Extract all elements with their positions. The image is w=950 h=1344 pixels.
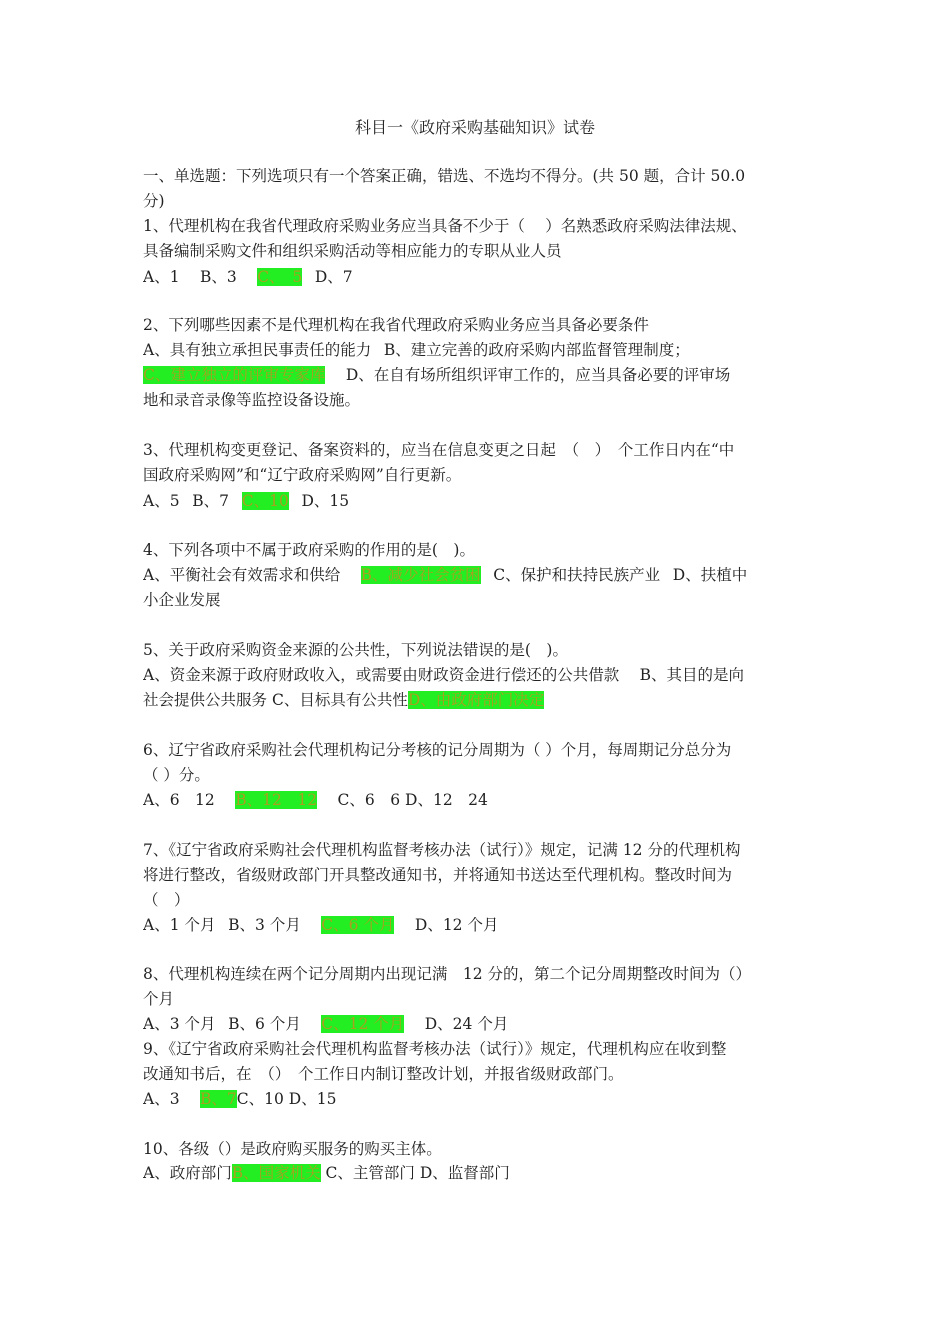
question-5-options-cont (143, 688, 813, 713)
question-7-stem: 7、《辽宁省政府采购社会代理机构监督考核办法（试行）》规定，记满 12 分的代理机构 (143, 841, 741, 859)
option-d: D、7 (314, 268, 353, 286)
option-a: A、3 (143, 1090, 180, 1108)
question-1-stem: 1、代理机构在我省代理政府采购业务应当具备不少于（ ）名熟悉政府采购法律法规、 (143, 217, 747, 235)
question-3-stem-cont: 国政府采购网”和“辽宁政府采购网”自行更新。 (143, 466, 462, 484)
option-c-answer: C、建立独立的评审专家库 (143, 366, 326, 384)
option-d: D、15 (288, 1090, 337, 1108)
question-6-stem-cont: （ ）分。 (143, 766, 210, 784)
question-10-stem: 10、各级（）是政府购买服务的购买主体。 (143, 1140, 442, 1158)
section-header-cont: 分) (143, 192, 165, 210)
question-7-stem-cont2: （ ） (143, 891, 190, 909)
question-4-stem: 4、下列各项中不属于政府采购的作用的是( )。 (143, 541, 475, 559)
option-d: D、15 (301, 492, 350, 510)
question-9-stem-cont: 改通知书后，在 （） 个工作日内制订整改计划，并报省级财政部门。 (143, 1065, 624, 1083)
question-8-stem-cont: 个月 (143, 990, 175, 1008)
option-a: A、6 12 (143, 791, 215, 809)
question-7-options (143, 913, 813, 938)
option-b: B、6 个月 (228, 1015, 301, 1033)
option-b-answer: B、7 (200, 1090, 237, 1108)
option-a: A、平衡社会有效需求和供给 (143, 566, 341, 584)
option-a: A、资金来源于政府财政收入，或需要由财政资金进行偿还的公共借款 (143, 666, 620, 684)
option-c: C、主管部门 (325, 1164, 415, 1182)
option-b-answer: B、减少社会贫困 (360, 566, 481, 584)
option-b: B、3 个月 (228, 916, 301, 934)
question-2-stem: 2、下列哪些因素不是代理机构在我省代理政府采购业务应当具备必要条件 (143, 316, 649, 334)
option-d: D、扶植中 (672, 566, 748, 584)
question-7-stem-cont: 将进行整改，省级财政部门开具整改通知书，并将通知书送达至代理机构。整改时间为 (143, 866, 733, 884)
option-d: D、在自有场所组织评审工作的，应当具备必要的评审场 (345, 366, 731, 384)
option-d: D、监督部门 (419, 1164, 510, 1182)
option-c-answer: C、10 (241, 492, 289, 510)
option-b: B、7 (192, 492, 230, 510)
question-2-options (143, 338, 813, 363)
question-2-options-cont (143, 363, 813, 388)
option-a: A、5 (143, 492, 180, 510)
option-a: A、1 (143, 268, 180, 286)
question-1-options (143, 265, 813, 290)
option-d-answer: D、由政府部门决定 (407, 691, 545, 709)
question-6-options (143, 788, 813, 813)
option-b-answer: B、12 12 (235, 791, 318, 809)
question-1-stem-cont: 具备编制采购文件和组织采购活动等相应能力的专职从业人员 (143, 242, 562, 260)
option-c: C、10 (236, 1090, 284, 1108)
option-b: B、建立完善的政府采购内部监督管理制度； (383, 341, 690, 359)
question-2-options-cont2: 地和录音录像等监控设备设施。 (143, 391, 361, 409)
option-c: C、6 6 (337, 791, 401, 809)
question-3-options (143, 489, 813, 514)
option-b-cont: 社会提供公共服务 (143, 691, 268, 709)
option-d: D、12 24 (405, 791, 488, 809)
section-header: 一、单选题：下列选项只有一个答案正确，错选、不选均不得分。(共 50 题，合计 50.0 (143, 167, 746, 185)
question-8-options (143, 1012, 813, 1037)
option-c-answer: C、6 个月 (321, 916, 395, 934)
question-6-stem: 6、辽宁省政府采购社会代理机构记分考核的记分周期为（ ）个月，每周期记分总分为 (143, 741, 732, 759)
option-b-answer: B、国家机关 (231, 1164, 321, 1182)
option-d: D、12 个月 (414, 916, 499, 934)
option-c-answer: C、 5 (257, 268, 303, 286)
question-4-options-cont: 小企业发展 (143, 591, 221, 609)
option-a: A、3 个月 (143, 1015, 216, 1033)
option-a: A、具有独立承担民事责任的能力 (143, 341, 372, 359)
option-a: A、1 个月 (143, 916, 216, 934)
option-a: A、政府部门 (143, 1164, 232, 1182)
option-b: B、3 (200, 268, 237, 286)
question-3-stem: 3、代理机构变更登记、备案资料的，应当在信息变更之日起 （ ） 个工作日内在“中 (143, 441, 735, 459)
question-9-stem: 9、《辽宁省政府采购社会代理机构监督考核办法（试行）》规定，代理机构应在收到整 (143, 1040, 727, 1058)
option-c-answer: C、12 个月 (321, 1015, 405, 1033)
question-8-stem: 8、代理机构连续在两个记分周期内出现记满 12 分的，第二个记分周期整改时间为（） (143, 965, 752, 983)
page-title: 科目一《政府采购基础知识》试卷 (354, 118, 595, 137)
option-d: D、24 个月 (424, 1015, 509, 1033)
option-c: C、保护和扶持民族产业 (493, 566, 661, 584)
question-5-stem: 5、关于政府采购资金来源的公共性，下列说法错误的是( )。 (143, 641, 568, 659)
question-5-options (143, 663, 813, 688)
question-4-options (143, 563, 813, 588)
question-9-options (143, 1087, 813, 1112)
option-b: B、其目的是向 (639, 666, 745, 684)
option-c: C、目标具有公共性 (271, 691, 408, 709)
question-10-options (143, 1161, 813, 1186)
